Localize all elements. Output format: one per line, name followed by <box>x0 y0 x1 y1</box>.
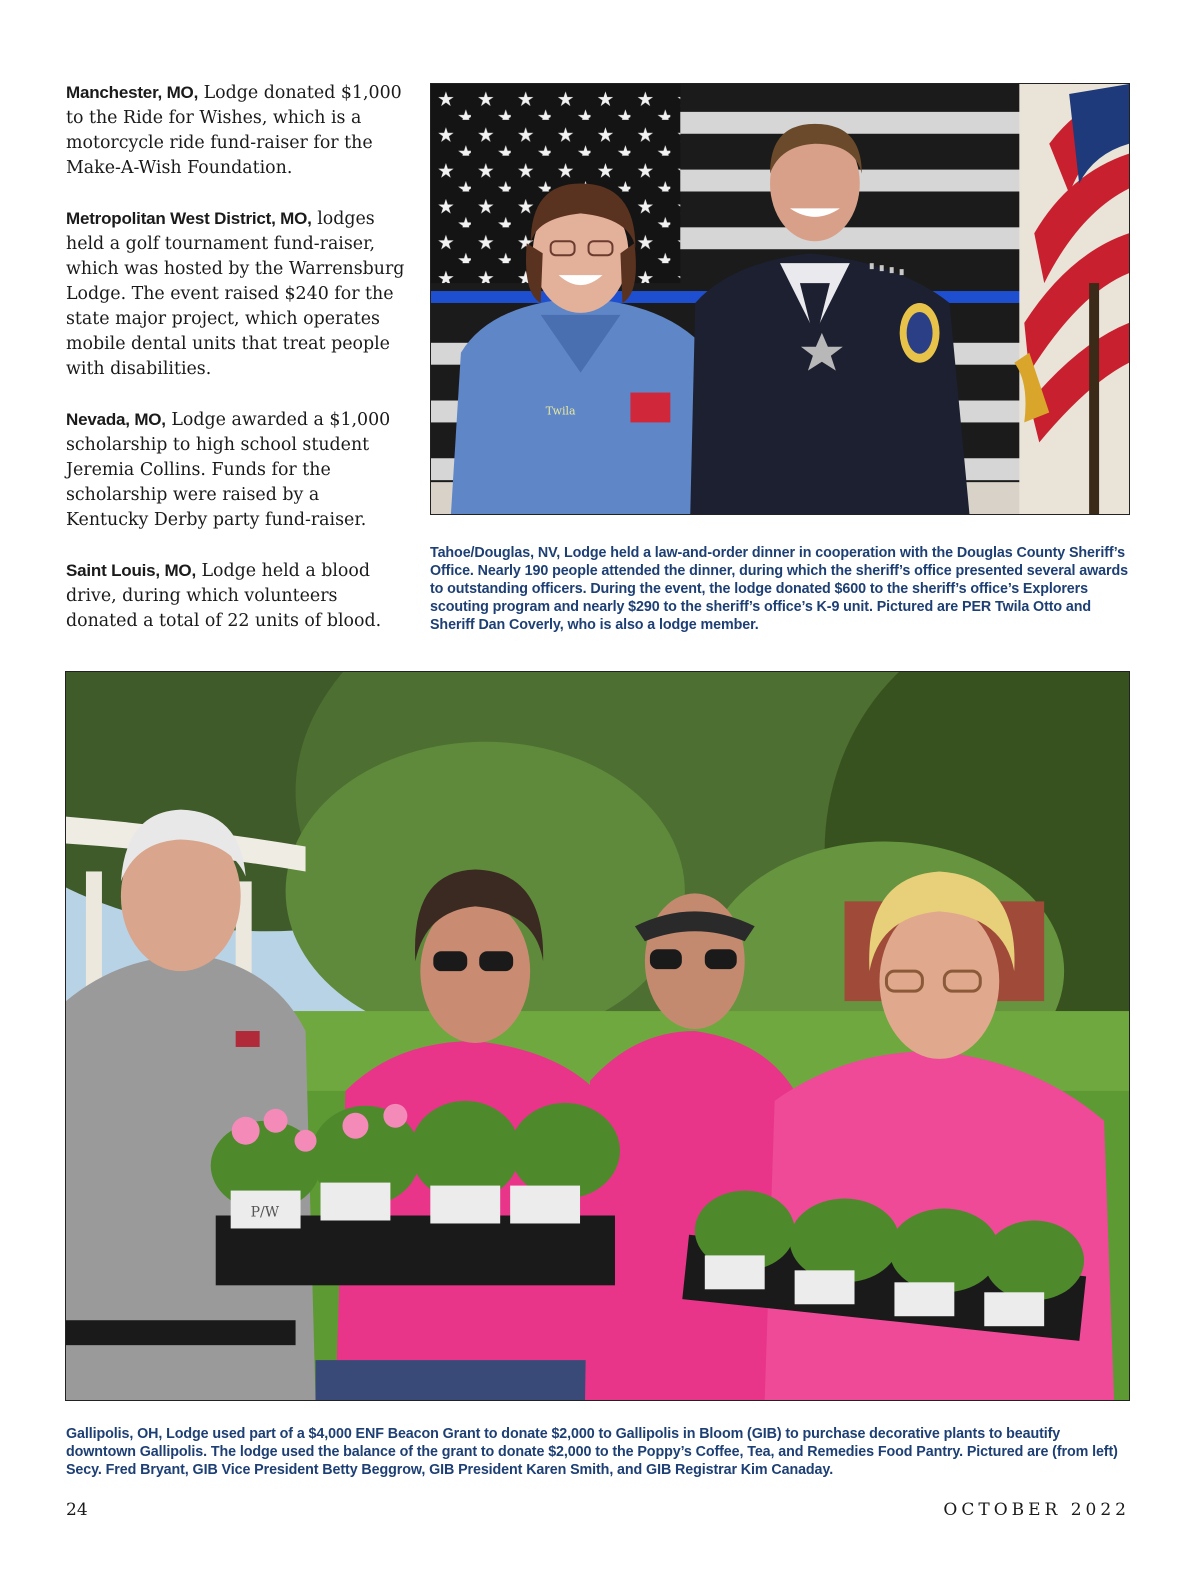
issue-date: OCTOBER 2022 <box>943 1500 1130 1520</box>
entry-text: Lodge awarded a $1,000 scholarship to high school student Jeremia Collins. Funds for the scholarship were raised by a Kentucky Derby party fund-raiser. <box>66 410 391 530</box>
entry-place: Saint Louis, MO, <box>66 561 196 580</box>
entry-place: Nevada, MO, <box>66 410 166 429</box>
name-badge-text: Twila <box>545 404 576 418</box>
photo-sheriff-dinner <box>430 83 1130 515</box>
caption-gallipolis <box>66 1425 1128 1479</box>
news-entry-metropolitan-west <box>66 206 406 382</box>
entry-place: Metropolitan West District, MO, <box>66 209 312 228</box>
entry-text: Lodge donated $1,000 to the Ride for Wishes, which is a motorcycle ride fund-raiser for the Make-A-Wish Foundation. <box>66 83 402 178</box>
photo-gallipolis-flowers-image <box>66 672 1129 1400</box>
pot-label-text: P/W <box>250 1204 280 1221</box>
caption-place: Tahoe/Douglas, NV, <box>430 545 561 562</box>
caption-place: Gallipolis, OH, <box>66 1426 163 1443</box>
entry-place: Manchester, MO, <box>66 83 199 102</box>
photo-sheriff-dinner-image <box>431 84 1129 514</box>
entry-text: lodges held a golf tournament fund-raiser, which was hosted by the Warrensburg Lodge. The event raised $240 for the state major project, which operates mobile dental units that treat people with disabilities. <box>66 209 405 379</box>
news-entry-saint-louis <box>66 558 406 634</box>
left-column <box>66 80 406 659</box>
caption-text: Lodge held a law-and-order dinner in cooperation with the Douglas County Sheriff’s Office. Nearly 190 people attended the dinner, during which the sheriff’s office presented several awards to outstanding officers. During the event, the lodge donated $600 to the sheriff’s office’s Explorers scouting program and nearly $290 to the sheriff’s office’s K-9 unit. Pictured are PER Twila Otto and Sheriff Dan Coverly, who is also a lodge member. <box>430 545 1128 634</box>
news-entry-manchester <box>66 80 406 181</box>
entry-text: Lodge held a blood drive, during which volunteers donated a total of 22 units of blood. <box>66 561 382 631</box>
caption-text: Lodge used part of a $4,000 ENF Beacon Grant to donate $2,000 to Gallipolis in Bloom (GIB) to purchase decorative plants to beautify downtown Gallipolis. The lodge used the balance of the grant to donate $2,000 to the Poppy’s Coffee, Tea, and Remedies Food Pantry. Pictured are (from left) Secy. Fred Bryant, GIB Vice President Betty Beggrow, GIB President Karen Smith, and GIB Registrar Kim Canaday. <box>66 1426 1118 1479</box>
photo-gallipolis-flowers <box>65 671 1130 1401</box>
news-entry-nevada <box>66 407 406 533</box>
caption-tahoe-douglas <box>430 544 1130 634</box>
page-number: 24 <box>66 1500 88 1520</box>
